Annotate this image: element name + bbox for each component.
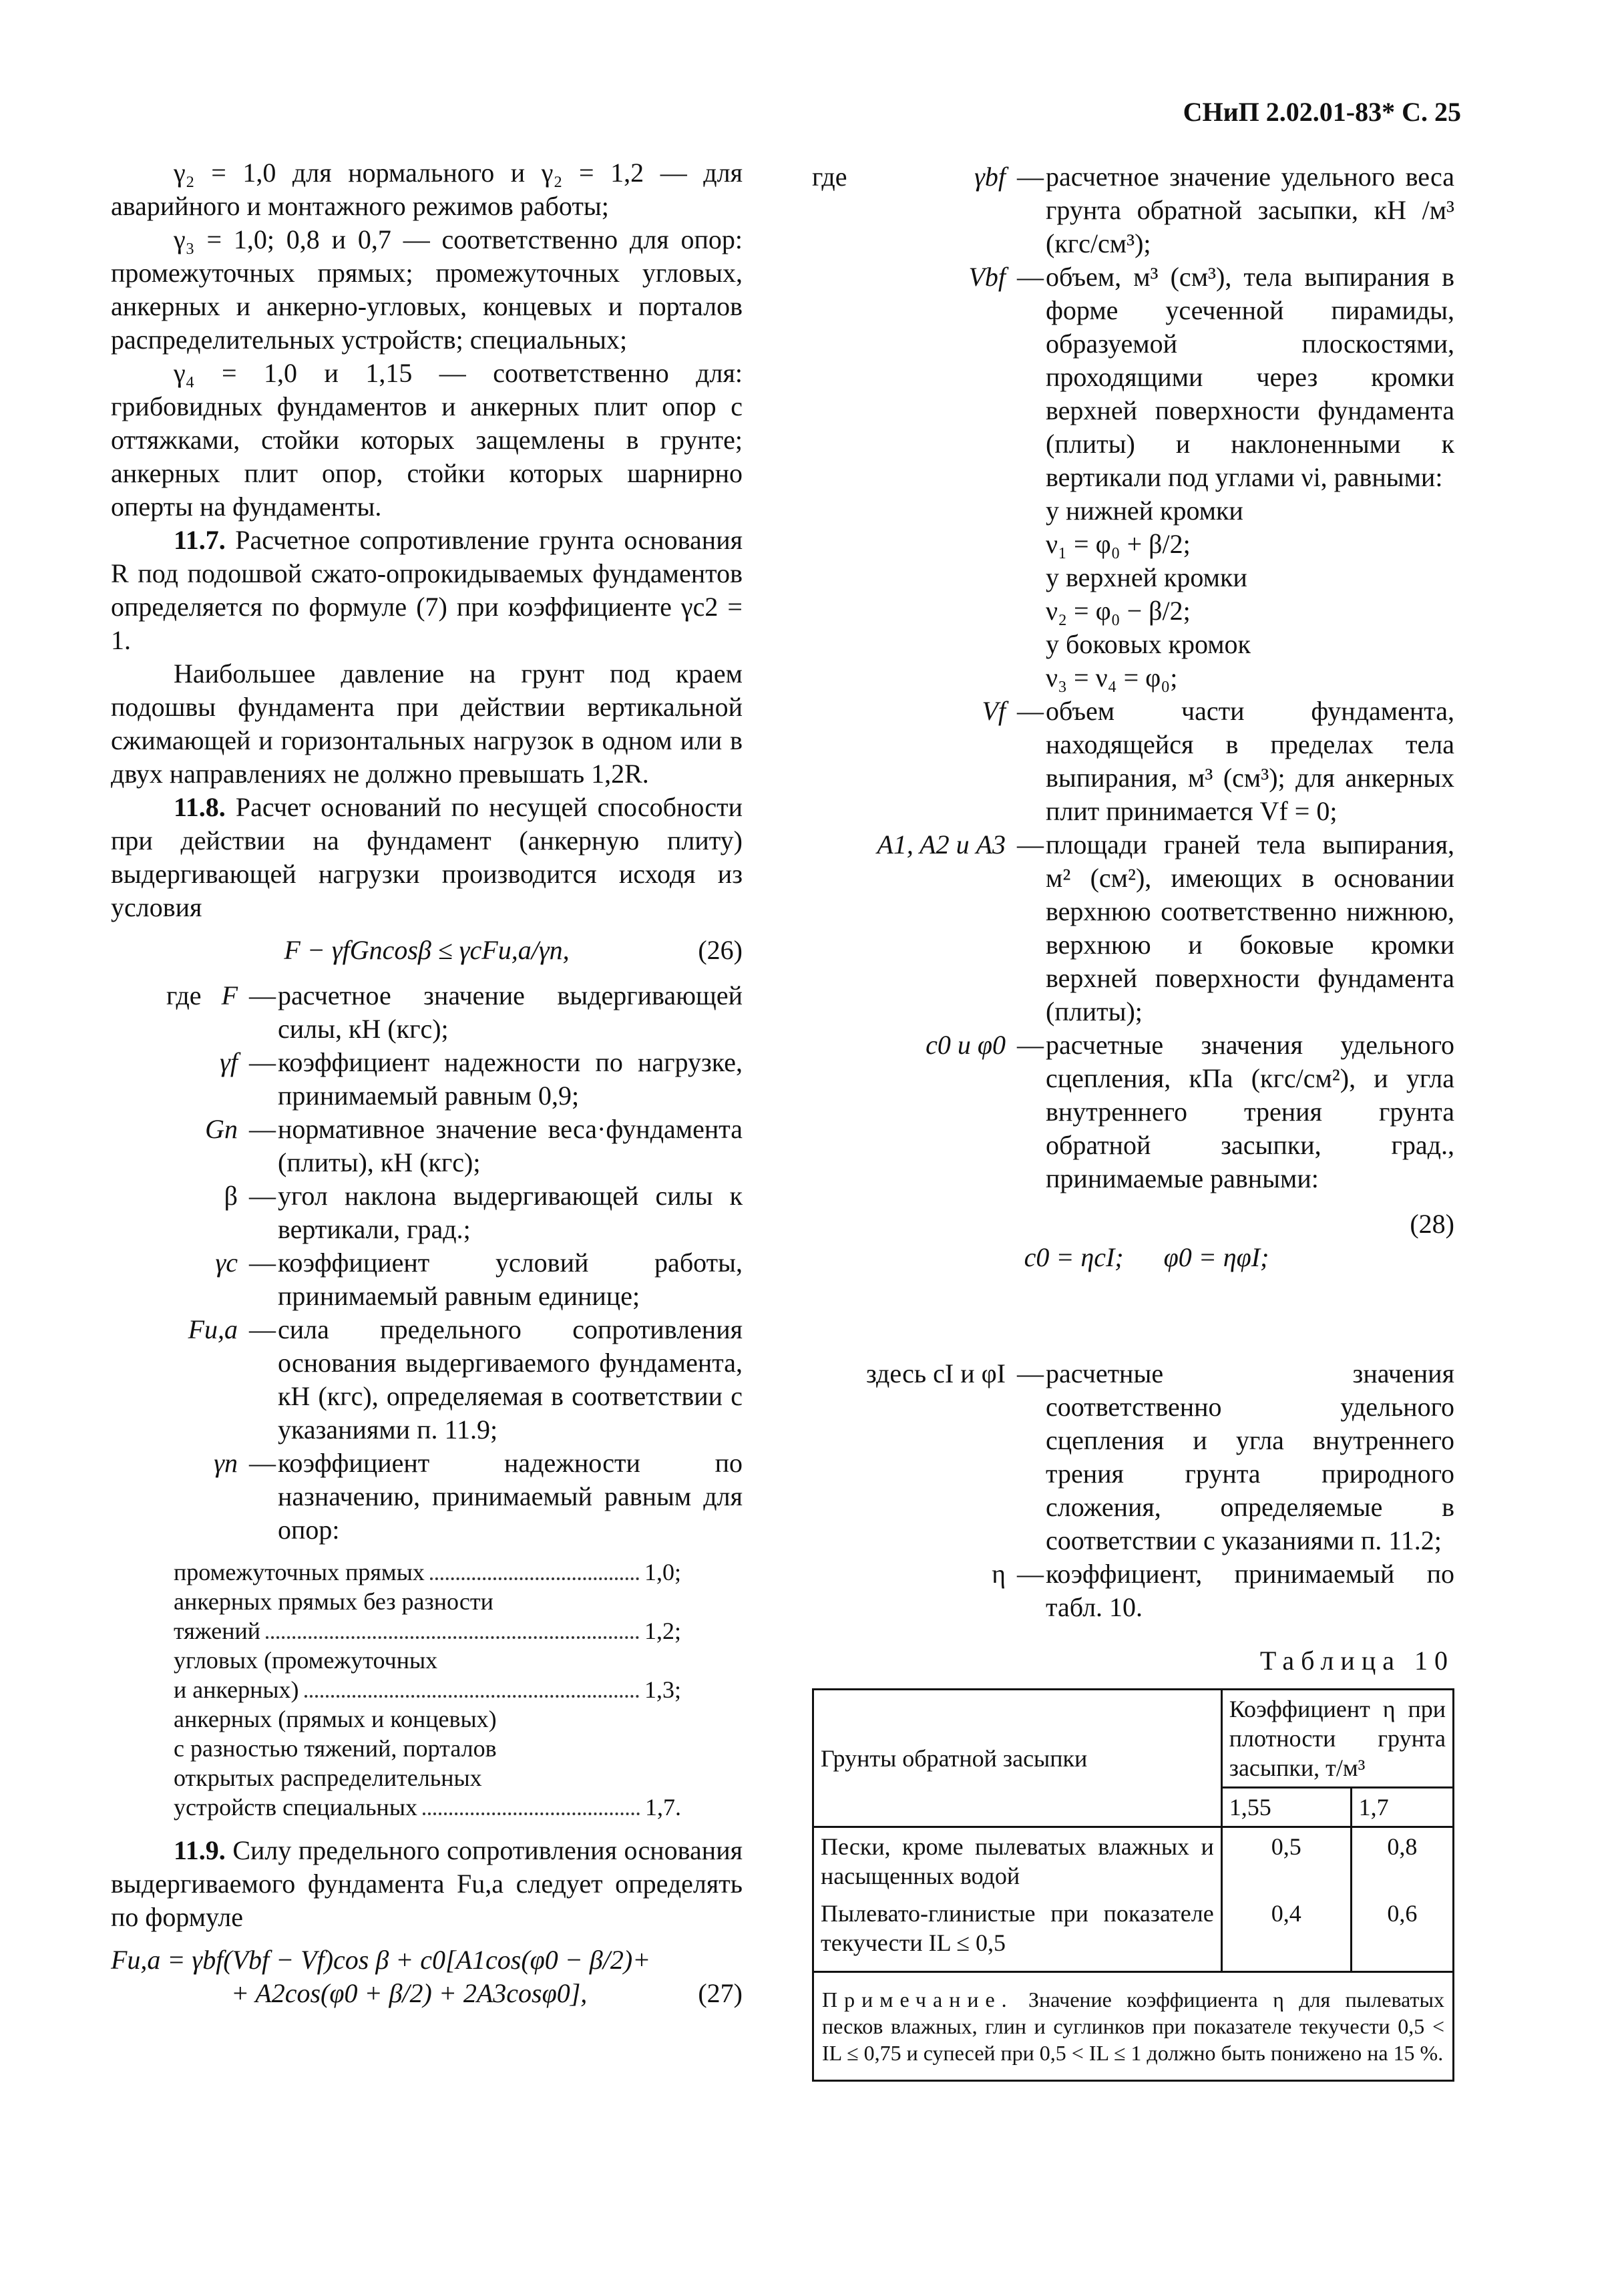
symbol: Vbf	[968, 262, 1006, 292]
definition-row	[812, 695, 1454, 828]
dash: —	[1017, 1358, 1044, 1388]
definition-text: коэффициент, принимаемый по табл. 10.	[1046, 1559, 1454, 1622]
list-item	[174, 1792, 681, 1822]
paragraph-gamma4: γ₄ = 1,0 и 1,15 — соответственно для: грибовидных фундаментов и анкерных плит опор с оттяжками, стойки которых защемлены в грунте; анкерных плит опор, стойки которых шарнирно оперты на фундаменты.	[111, 358, 743, 522]
list-value: 1,3;	[644, 1676, 681, 1703]
note-text: Значение коэффициента η для пылеватых песков влажных, глин и суглинков при показателе текучести 0,5 < IL ≤ 0,75 и супесей при 0,5 < IL ≤ 1 должно быть понижено на 15 %.	[822, 1987, 1444, 2065]
list-label: с разностью тяжений, порталов	[174, 1735, 497, 1762]
header-density-1: 1,55	[1221, 1788, 1351, 1827]
definition-symbol	[812, 1357, 1015, 1557]
definitions-list-right-2	[812, 1357, 1454, 1624]
paragraph-max-pressure: Наибольшее давление на грунт под краем подошвы фундамента при действии вертикальной сжимающей и горизонтальных нагрузок в одном или в двух направлениях не должно превышать 1,2R.	[111, 658, 743, 789]
right-column	[812, 156, 1454, 2082]
list-item	[174, 1734, 681, 1763]
dot-leader	[423, 1813, 640, 1815]
symbol: здесь cI и φI	[865, 1358, 1006, 1388]
section-number: 11.9.	[174, 1835, 226, 1865]
definition-text: коэффициент условий работы, принимаемый равным единице;	[278, 1248, 743, 1311]
definition-symbol	[812, 260, 1015, 695]
definition-row	[111, 1046, 743, 1113]
angle-list	[1046, 494, 1454, 695]
dash: —	[249, 1448, 276, 1478]
list-item	[174, 1587, 681, 1616]
angle-item: у верхней кромки	[1046, 562, 1247, 592]
definition-symbol	[111, 1447, 247, 1547]
symbol: F	[221, 980, 238, 1010]
definition-symbol	[111, 979, 247, 1046]
definition-row	[812, 260, 1454, 695]
header-soil: Грунты обратной засыпки	[813, 1690, 1222, 1827]
formula-line	[111, 1977, 743, 2010]
list-label: анкерных (прямых и концевых)	[174, 1706, 497, 1732]
definition-text	[1046, 260, 1454, 695]
definition-row	[111, 1113, 743, 1179]
list-value: 1,2;	[644, 1618, 681, 1644]
formula-text: Fu,a = γbf(Vbf − Vf)cos β + c0[A1cos(φ0 − β/2)+	[111, 1945, 651, 1975]
list-value: 1,7.	[645, 1794, 681, 1821]
angle-item: ν₂ = φ₀ − β/2;	[1046, 596, 1191, 626]
definition-row	[111, 979, 743, 1046]
definition-text: коэффициент надежности по нагрузке, принимаемый равным 0,9;	[278, 1047, 743, 1111]
paragraph-gamma3: γ₃ = 1,0; 0,8 и 0,7 — соответственно для опор: промежуточных прямых; промежуточных угловых, анкерных и анкерно-угловых, концевых и порталов распределительных устройств; специальных;	[111, 224, 743, 355]
paragraph-11-8	[111, 791, 743, 924]
table-cell-value: 0,5	[1221, 1827, 1351, 1895]
formula-27	[111, 1943, 743, 2010]
section-number: 11.8.	[174, 792, 226, 822]
list-item	[174, 1616, 681, 1646]
table-cell-value: 0,6	[1351, 1895, 1453, 1972]
note-label: Примечание.	[822, 1987, 1014, 2012]
dash: —	[249, 1248, 276, 1278]
paragraph-text: Расчетное сопротивление грунта основания R под подошвой сжато-опрокидываемых фундаментов определяется по формуле (7) при коэффициенте γc2 = 1.	[111, 525, 743, 655]
definition-row	[812, 160, 1454, 260]
definition-row	[812, 828, 1454, 1028]
table-note	[813, 1972, 1454, 2081]
formula-28	[812, 1207, 1454, 1341]
definition-text: коэффициент надежности по назначению, принимаемый равным для опор:	[278, 1448, 743, 1545]
symbol: Gn	[205, 1114, 238, 1144]
where-label: где	[812, 162, 847, 192]
list-label: открытых распределительных	[174, 1764, 482, 1791]
dash: —	[249, 1314, 276, 1344]
definitions-list-right	[812, 160, 1454, 1195]
definition-row	[111, 1313, 743, 1447]
list-label: угловых (промежуточных	[174, 1647, 438, 1674]
table-10	[812, 1688, 1454, 2082]
definition-symbol	[111, 1046, 247, 1113]
dash: —	[1017, 262, 1044, 292]
table-row	[813, 1827, 1454, 1895]
angle-item: у боковых кромок	[1046, 629, 1251, 659]
definition-text: площади граней тела выпирания, м² (см²), имеющих в основании верхнюю соответственно нижнюю, верхнюю и боковые кромки верхней поверхности фундамента (плиты);	[1046, 829, 1454, 1026]
table-cell-soil: Пески, кроме пылеватых влажных и насыщенных водой	[813, 1827, 1222, 1895]
definition-symbol	[812, 160, 1015, 260]
definition-symbol	[111, 1179, 247, 1246]
table-row	[813, 1895, 1454, 1972]
formula-text: c0 = ηcI; φ0 = ηφI;	[1024, 1242, 1269, 1272]
table-cell-value: 0,4	[1221, 1895, 1351, 1972]
list-label: промежуточных прямых	[174, 1559, 425, 1585]
section-number: 11.7.	[174, 525, 226, 555]
list-item	[174, 1704, 681, 1734]
definition-symbol	[111, 1313, 247, 1447]
dot-leader	[430, 1577, 639, 1580]
symbol: γbf	[974, 162, 1006, 192]
definitions-list-left	[111, 979, 743, 1547]
definition-row	[812, 1557, 1454, 1624]
equation-number: (28)	[1410, 1209, 1454, 1239]
dash: —	[249, 980, 276, 1010]
list-label: тяжений	[174, 1618, 260, 1644]
list-value: 1,0;	[644, 1559, 681, 1585]
paragraph-11-7	[111, 524, 743, 657]
angle-item: ν₃ = ν₄ = φ₀;	[1046, 662, 1178, 693]
definition-row	[812, 1028, 1454, 1195]
dash: —	[1017, 829, 1044, 860]
where-label: где	[166, 980, 202, 1010]
header-density-2: 1,7	[1351, 1788, 1453, 1827]
definition-row	[812, 1357, 1454, 1557]
definition-text-main: объем, м³ (см³), тела выпирания в форме усеченной пирамиды, образуемой плоскостями, проходящими через кромки верхней поверхности фундамента (плиты) и наклоненными к вертикали под углами νi, равными:	[1046, 262, 1454, 492]
definition-row	[111, 1179, 743, 1246]
definition-symbol	[111, 1246, 247, 1313]
header-coefficient: Коэффициент η при плотности грунта засыпки, т/м³	[1221, 1690, 1453, 1788]
equation-number: (27)	[698, 1978, 743, 2008]
symbol: A1, A2 и A3	[877, 829, 1006, 860]
list-item	[174, 1646, 681, 1675]
symbol: c0 и φ0	[926, 1030, 1006, 1060]
list-label: устройств специальных	[174, 1794, 418, 1821]
list-item	[174, 1763, 681, 1792]
paragraph-gamma2: γ₂ = 1,0 для нормального и γ₂ = 1,2 — для аварийного и монтажного режимов работы;	[111, 158, 743, 221]
symbol: γn	[214, 1448, 238, 1478]
dash: —	[1017, 696, 1044, 726]
definition-text: расчетные значения соответственно удельного сцепления и угла внутреннего трения грунта природного сложения, определяемые в соответствии с указаниями п. 11.2;	[1046, 1358, 1454, 1555]
left-column	[111, 156, 743, 2022]
angle-item: у нижней кромки	[1046, 496, 1243, 526]
paragraph-11-9	[111, 1834, 743, 1934]
definition-row	[111, 1246, 743, 1313]
definition-symbol	[111, 1113, 247, 1179]
symbol: η	[992, 1559, 1006, 1589]
symbol: Vf	[982, 696, 1006, 726]
formula-line	[111, 1943, 743, 1977]
table-cell-soil: Пылевато-глинистые при показателе текучести IL ≤ 0,5	[813, 1895, 1222, 1972]
dot-leader	[304, 1695, 639, 1698]
dash: —	[249, 1047, 276, 1077]
equation-number: (26)	[698, 935, 743, 965]
definition-text: сила предельного сопротивления основания выдергиваемого фундамента, кН (кгс), определяемая в соответствии с указаниями п. 11.9;	[278, 1314, 743, 1445]
dash: —	[1017, 1559, 1044, 1589]
definition-text: угол наклона выдергивающей силы к вертикали, град.;	[278, 1181, 743, 1244]
formula-text: + A2cos(φ0 + β/2) + 2A3cosφ0],	[231, 1978, 588, 2008]
table-cell-value: 0,8	[1351, 1827, 1453, 1895]
dash: —	[249, 1114, 276, 1144]
symbol: γc	[215, 1248, 238, 1278]
definition-text: нормативное значение веса·фундамента (плиты), кН (кгс);	[278, 1114, 743, 1177]
table-title: Таблица 10	[1259, 1646, 1454, 1676]
formula-26	[111, 934, 743, 967]
symbol: β	[224, 1181, 238, 1211]
symbol: Fu,a	[188, 1314, 238, 1344]
definition-text: расчетные значения удельного сцепления, кПа (кгс/см²), и угла внутреннего трения грунта обратной засыпки, град., принимаемые равными:	[1046, 1030, 1454, 1193]
table-header-row	[813, 1690, 1454, 1788]
paragraph-text: Силу предельного сопротивления основания выдергиваемого фундамента Fu,a следует определять по формуле	[111, 1835, 743, 1932]
formula-text: F − γfGncosβ ≤ γcFu,a/γn,	[284, 935, 570, 965]
definition-text: расчетное значение удельного веса грунта обратной засыпки, кН /м³ (кгс/см³);	[1046, 162, 1454, 258]
table-note-row	[813, 1972, 1454, 2081]
page-header: СНиП 2.02.01-83* С. 25	[1183, 97, 1461, 127]
definition-symbol	[812, 695, 1015, 828]
angle-item: ν₁ = φ₀ + β/2;	[1046, 529, 1191, 559]
dash: —	[249, 1181, 276, 1211]
paragraph-text: Расчет оснований по несущей способности при действии на фундамент (анкерную плиту) выдергивающей нагрузки производится исходя из условия	[111, 792, 743, 922]
dot-leader	[266, 1636, 639, 1639]
symbol: γf	[220, 1047, 238, 1077]
list-label: и анкерных)	[174, 1676, 299, 1703]
dash: —	[1017, 162, 1044, 192]
definition-text: объем части фундамента, находящейся в пределах тела выпирания, м³ (см³); для анкерных плит принимается Vf = 0;	[1046, 696, 1454, 826]
list-item	[174, 1675, 681, 1704]
definition-text: расчетное значение выдергивающей силы, кН (кгс);	[278, 980, 743, 1044]
reliability-coefficient-list	[174, 1557, 681, 1822]
definition-symbol	[812, 1028, 1015, 1195]
dash: —	[1017, 1030, 1044, 1060]
definition-symbol	[812, 1557, 1015, 1624]
list-label: анкерных прямых без разности	[174, 1588, 493, 1615]
definition-row	[111, 1447, 743, 1547]
definition-symbol	[812, 828, 1015, 1028]
list-item	[174, 1557, 681, 1587]
